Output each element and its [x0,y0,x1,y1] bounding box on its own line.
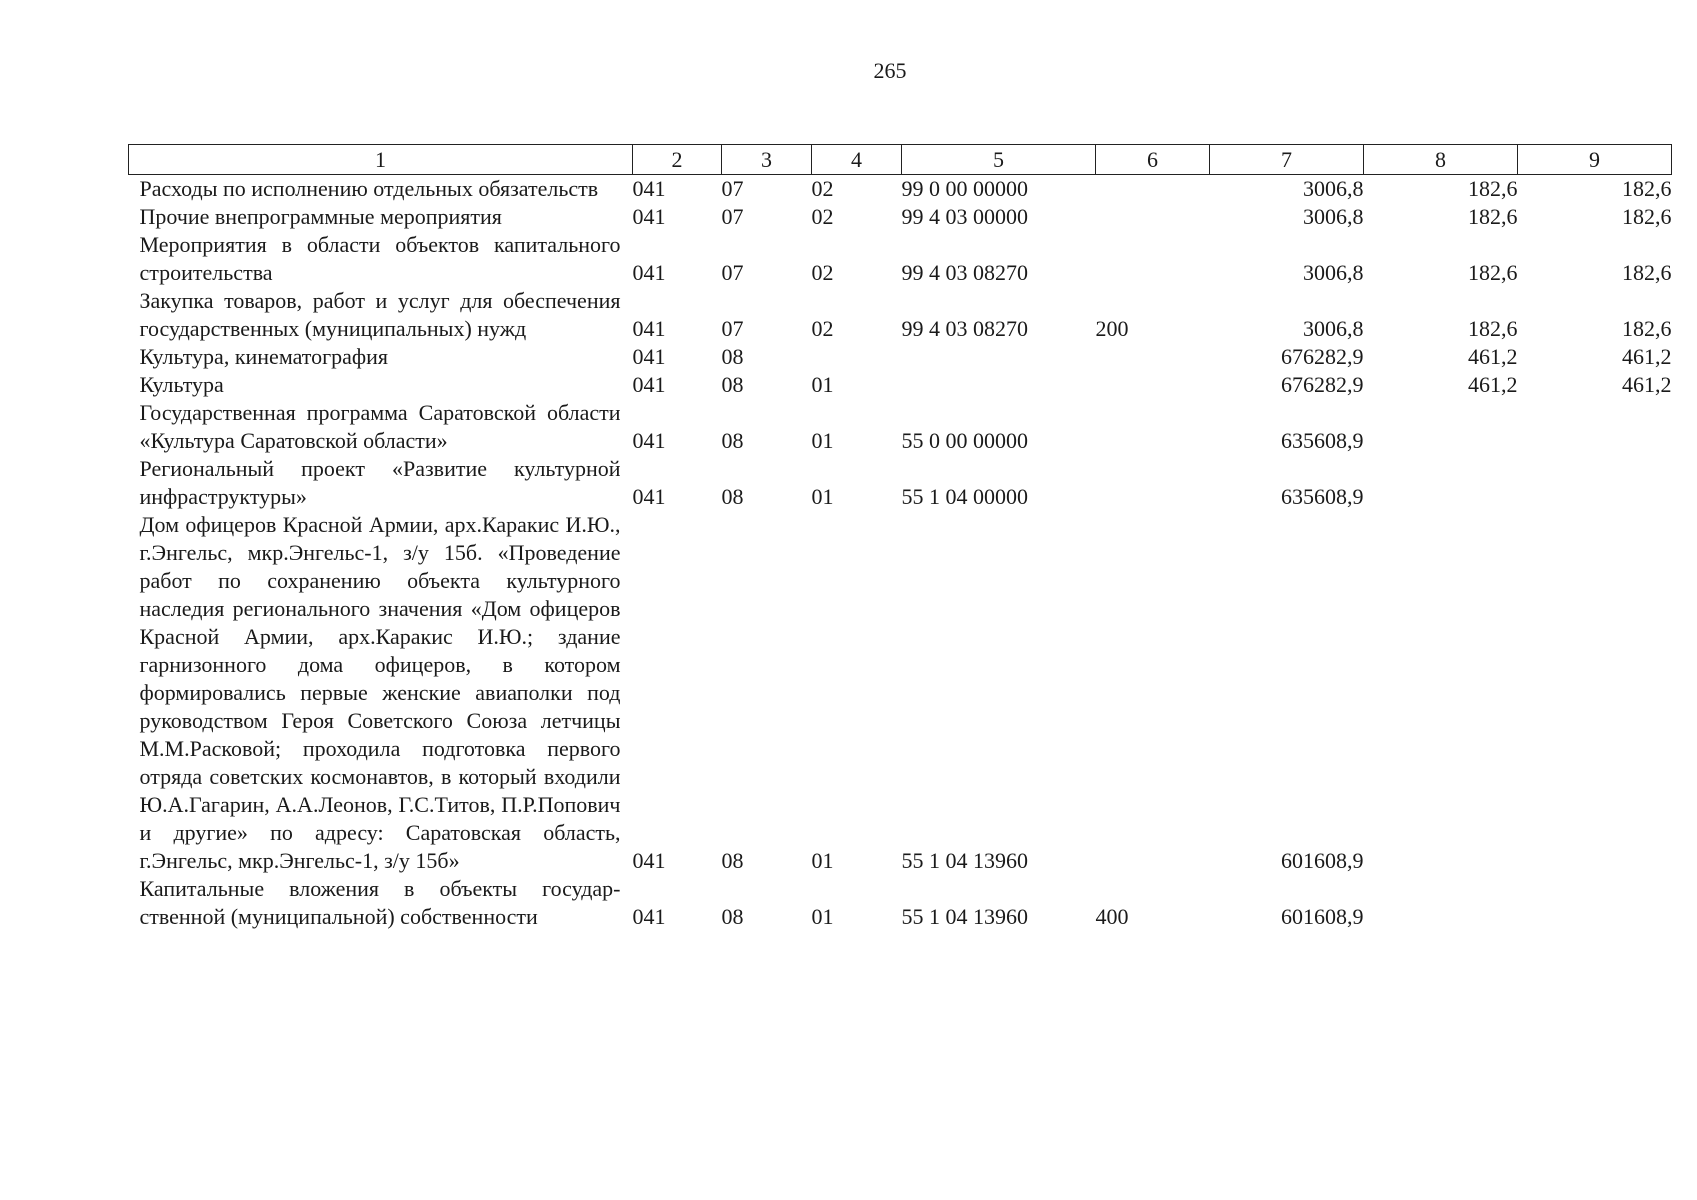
column-header-9: 9 [1518,145,1672,175]
section-code-cell: 07 [721,176,744,201]
row-name-cell: Прочие внепрограммные мероприятия [139,204,502,229]
amount-year3-cell [1518,399,1672,455]
amount-year2-cell [1364,399,1518,455]
amount-year1-cell: 635608,9 [1281,428,1364,453]
section-code-cell: 07 [721,204,744,229]
admin-code-cell: 041 [632,260,666,285]
column-header-8: 8 [1364,145,1518,175]
subsection-code-cell: 02 [811,260,834,285]
amount-year3-cell: 182,6 [1622,176,1672,201]
expense-type-cell: 400 [1095,904,1129,929]
expense-type-cell [1096,399,1210,455]
amount-year1-cell: 676282,9 [1281,372,1364,397]
subsection-code-cell: 01 [811,484,834,509]
row-name-cell: Расходы по исполнению отдельных обязательств [139,176,599,201]
table-body [129,175,1672,932]
table-row [129,455,1672,511]
amount-year3-cell [1518,511,1672,875]
budget-table [128,144,1672,931]
row-name-cell: Закупка товаров, работ и услуг для обеспечения государственных (муниципальных) нужд [139,288,621,341]
expense-type-cell [1096,175,1210,204]
subsection-code-cell: 02 [811,204,834,229]
target-article-cell: 55 1 04 13960 [901,848,1028,873]
expense-type-cell [1096,371,1210,399]
amount-year2-cell: 182,6 [1468,204,1518,229]
amount-year2-cell [1364,455,1518,511]
table-row [129,231,1672,287]
subsection-code-cell [812,343,902,371]
section-code-cell: 08 [721,428,744,453]
amount-year2-cell: 461,2 [1468,344,1518,369]
subsection-code-cell: 01 [811,848,834,873]
column-header-1: 1 [129,145,633,175]
amount-year3-cell [1518,455,1672,511]
column-header-7: 7 [1210,145,1364,175]
amount-year1-cell: 676282,9 [1281,344,1364,369]
admin-code-cell: 041 [632,372,666,397]
section-code-cell: 08 [721,484,744,509]
subsection-code-cell: 02 [811,316,834,341]
section-code-cell: 08 [721,904,744,929]
table-row [129,203,1672,231]
admin-code-cell: 041 [632,904,666,929]
section-code-cell: 07 [721,316,744,341]
admin-code-cell: 041 [632,316,666,341]
amount-year1-cell: 3006,8 [1303,176,1364,201]
amount-year3-cell: 182,6 [1622,204,1672,229]
amount-year2-cell [1364,511,1518,875]
amount-year1-cell: 3006,8 [1303,316,1364,341]
column-header-5: 5 [902,145,1096,175]
amount-year2-cell: 182,6 [1468,316,1518,341]
row-name-cell: Дом офицеров Красной Армии, арх.Каракис И.Ю., г.Энгельс, мкр.Энгельс-1, з/у 15б. «Проведение работ по сохранению объекта культурного наследия регионального значения «Дом офицеров Красной Армии, арх.Каракис И.Ю.; здание гарнизонного дома офицеров, в котором формировались первые женские авиаполки под руководством Героя Советского Союза летчицы М.М.Расковой; проходила подготовка первого отряда советских космонавтов, в который входили Ю.А.Гагарин, А.А.Леонов, Г.С.Титов, П.Р.Попович и другие» по адресу: Саратовская область, г.Энгельс, мкр.Энгельс-1, з/у 15б» [139,512,621,873]
admin-code-cell: 041 [632,204,666,229]
table-row [129,875,1672,931]
amount-year2-cell: 182,6 [1468,176,1518,201]
amount-year2-cell [1364,875,1518,931]
row-name-cell: Региональный проект «Развитие культурной инфраструктуры» [139,456,621,509]
subsection-code-cell: 01 [811,372,834,397]
column-header-3: 3 [722,145,812,175]
expense-type-cell [1096,231,1210,287]
subsection-code-cell: 01 [811,428,834,453]
row-name-cell: Культура, кинематография [139,344,389,369]
amount-year3-cell [1518,875,1672,931]
table-row [129,399,1672,455]
table-row [129,175,1672,204]
admin-code-cell: 041 [632,344,666,369]
admin-code-cell: 041 [632,848,666,873]
amount-year1-cell: 3006,8 [1303,204,1364,229]
column-header-4: 4 [812,145,902,175]
target-article-cell: 99 0 00 00000 [901,176,1028,201]
section-code-cell: 08 [721,372,744,397]
target-article-cell [902,371,1096,399]
subsection-code-cell: 01 [811,904,834,929]
admin-code-cell: 041 [632,428,666,453]
amount-year2-cell: 182,6 [1468,260,1518,285]
table-row [129,287,1672,343]
amount-year3-cell: 461,2 [1622,372,1672,397]
row-name-cell: Культура [139,372,224,397]
section-code-cell: 08 [721,344,744,369]
target-article-cell: 99 4 03 08270 [901,316,1028,341]
row-name-cell: Капитальные вложения в объекты государственной (муниципальной) собственности [139,876,621,929]
table-row [129,343,1672,371]
subsection-code-cell: 02 [811,176,834,201]
table-row [129,371,1672,399]
target-article-cell: 55 0 00 00000 [901,428,1028,453]
page-number: 265 [873,58,907,83]
expense-type-cell [1096,203,1210,231]
amount-year1-cell: 601608,9 [1281,904,1364,929]
target-article-cell: 99 4 03 00000 [901,204,1028,229]
section-code-cell: 08 [721,848,744,873]
amount-year3-cell: 182,6 [1622,316,1672,341]
expense-type-cell [1096,511,1210,875]
target-article-cell: 55 1 04 00000 [901,484,1028,509]
amount-year3-cell: 461,2 [1622,344,1672,369]
amount-year1-cell: 601608,9 [1281,848,1364,873]
column-header-6: 6 [1096,145,1210,175]
section-code-cell: 07 [721,260,744,285]
admin-code-cell: 041 [632,484,666,509]
table-row [129,511,1672,875]
target-article-cell [902,343,1096,371]
expense-type-cell: 200 [1095,316,1129,341]
expense-type-cell [1096,455,1210,511]
column-header-2: 2 [633,145,722,175]
amount-year1-cell: 635608,9 [1281,484,1364,509]
target-article-cell: 55 1 04 13960 [901,904,1028,929]
admin-code-cell: 041 [632,176,666,201]
row-name-cell: Государственная программа Саратовской области «Культура Саратовской области» [139,400,621,453]
amount-year3-cell: 182,6 [1622,260,1672,285]
amount-year1-cell: 3006,8 [1303,260,1364,285]
amount-year2-cell: 461,2 [1468,372,1518,397]
row-name-cell: Мероприятия в области объектов капитального строительства [139,232,621,285]
header-row [129,145,1672,175]
expense-type-cell [1096,343,1210,371]
target-article-cell: 99 4 03 08270 [901,260,1028,285]
